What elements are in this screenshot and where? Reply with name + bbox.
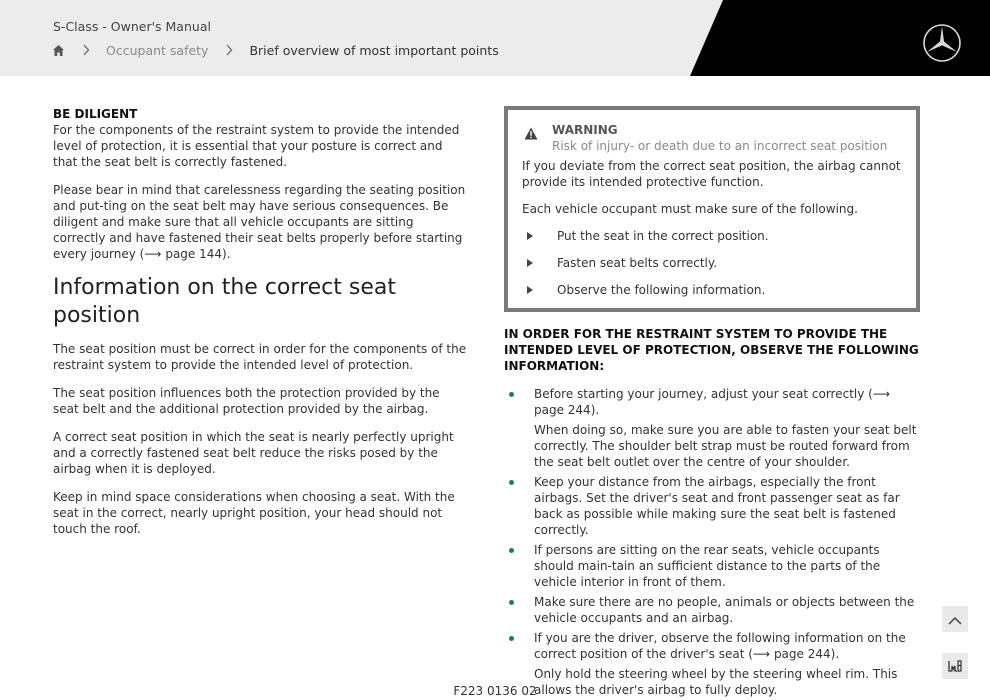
paragraph: Please bear in mind that carelessness regarding the seating position and put-ting on the seat belt may have serious consequences. Be diligent and make sure that all vehicle occupants are sitting correctly and have fastened their seat belts properly before starting every journey (⟶ page 144). xyxy=(53,183,466,261)
warning-triangle-icon xyxy=(524,127,538,140)
list-item-text: Fasten seat belts correctly. xyxy=(557,256,718,270)
right-column xyxy=(504,106,920,700)
list-item-text: Make sure there are no people, animals or objects between the vehicle occupants and an airbag. xyxy=(534,595,915,625)
pdf-download-icon xyxy=(948,657,962,676)
left-column xyxy=(53,106,467,549)
triangle-bullet-icon xyxy=(527,228,535,244)
paragraph: The seat position influences both the protection provided by the seat belt and the additional protection provided by the airbag. xyxy=(53,386,440,416)
figure-code: F223 0136 02 xyxy=(453,684,537,698)
bullet-icon xyxy=(504,630,534,646)
instruction-list xyxy=(504,386,920,698)
instruction-heading: IN ORDER FOR THE RESTRAINT SYSTEM TO PROVIDE THE INTENDED LEVEL OF PROTECTION, OBSERVE THE FOLLOWING INFORMATION: xyxy=(504,327,919,373)
list-item xyxy=(522,228,902,244)
bullet-icon xyxy=(504,386,534,402)
manual-title: S-Class - Owner's Manual xyxy=(53,19,211,34)
list-item xyxy=(522,255,902,271)
list-item-subtext: Only hold the steering wheel by the steering wheel rim. This allows the driver's airbag to fully deploy. xyxy=(534,667,898,697)
list-item xyxy=(504,474,920,538)
bullet-icon xyxy=(504,594,534,610)
section-title: Information on the correct seat position xyxy=(53,275,396,328)
warning-header xyxy=(522,123,902,154)
warning-subtitle: Risk of injury- or death due to an incorrect seat position xyxy=(552,139,888,153)
warning-list xyxy=(522,228,902,298)
warning-box xyxy=(504,106,920,312)
list-item-subtext: When doing so, make sure you are able to fasten your seat belt correctly. The shoulder belt strap must be routed forward from the seat belt outlet over the centre of your shoulder. xyxy=(534,423,917,469)
chevron-right-icon xyxy=(225,44,233,56)
pdf-download-button[interactable] xyxy=(942,653,968,679)
bullet-icon xyxy=(504,542,534,558)
scroll-to-top-button[interactable] xyxy=(942,606,968,632)
mercedes-star-icon[interactable] xyxy=(922,23,962,63)
paragraph: The seat position must be correct in order for the components of the restraint system to provide the intended level of protection. xyxy=(53,342,467,372)
list-item xyxy=(522,282,902,298)
page-header xyxy=(0,0,990,76)
list-item-text: Before starting your journey, adjust your seat correctly (⟶ page 244). xyxy=(534,387,891,417)
warning-text: Each vehicle occupant must make sure of the following. xyxy=(522,202,858,216)
breadcrumb xyxy=(52,41,499,59)
triangle-bullet-icon xyxy=(527,255,535,271)
warning-title: WARNING xyxy=(552,123,618,137)
paragraph: Keep in mind space considerations when choosing a seat. With the seat in the correct, nearly upright position, your head should not touch the roof. xyxy=(53,490,455,536)
list-item xyxy=(504,594,920,626)
warning-text: If you deviate from the correct seat position, the airbag cannot provide its intended protective function. xyxy=(522,159,901,189)
list-item-text: Keep your distance from the airbags, especially the front airbags. Set the driver's seat and front passenger seat as far back as possible while making sure the seat belt is fastened correctly. xyxy=(534,475,900,537)
paragraph: A correct seat position in which the seat is nearly perfectly upright and a correctly fastened seat belt reduce the risks posed by the airbag when it is deployed. xyxy=(53,430,454,476)
chevron-right-icon xyxy=(82,44,90,56)
breadcrumb-current: Brief overview of most important points xyxy=(249,42,499,58)
breadcrumb-occupant-safety[interactable]: Occupant safety xyxy=(106,42,209,58)
list-item-text: Observe the following information. xyxy=(557,283,766,297)
triangle-bullet-icon xyxy=(527,282,535,298)
be-diligent-heading: BE DILIGENT xyxy=(53,107,138,121)
list-item-text: If persons are sitting on the rear seats, vehicle occupants should main-tain an sufficient distance to the parts of the vehicle interior in front of them. xyxy=(534,543,881,589)
list-item-text: If you are the driver, observe the following information on the correct position of the driver's seat (⟶ page 244). xyxy=(534,631,906,661)
list-item xyxy=(504,542,920,590)
list-item xyxy=(504,386,920,470)
chevron-up-icon xyxy=(948,610,962,629)
home-icon[interactable] xyxy=(52,44,65,57)
paragraph: For the components of the restraint system to provide the intended level of protection, it is essential that your posture is correct and that the seat belt is correctly fastened. xyxy=(53,123,460,169)
list-item-text: Put the seat in the correct position. xyxy=(557,229,769,243)
bullet-icon xyxy=(504,474,534,490)
